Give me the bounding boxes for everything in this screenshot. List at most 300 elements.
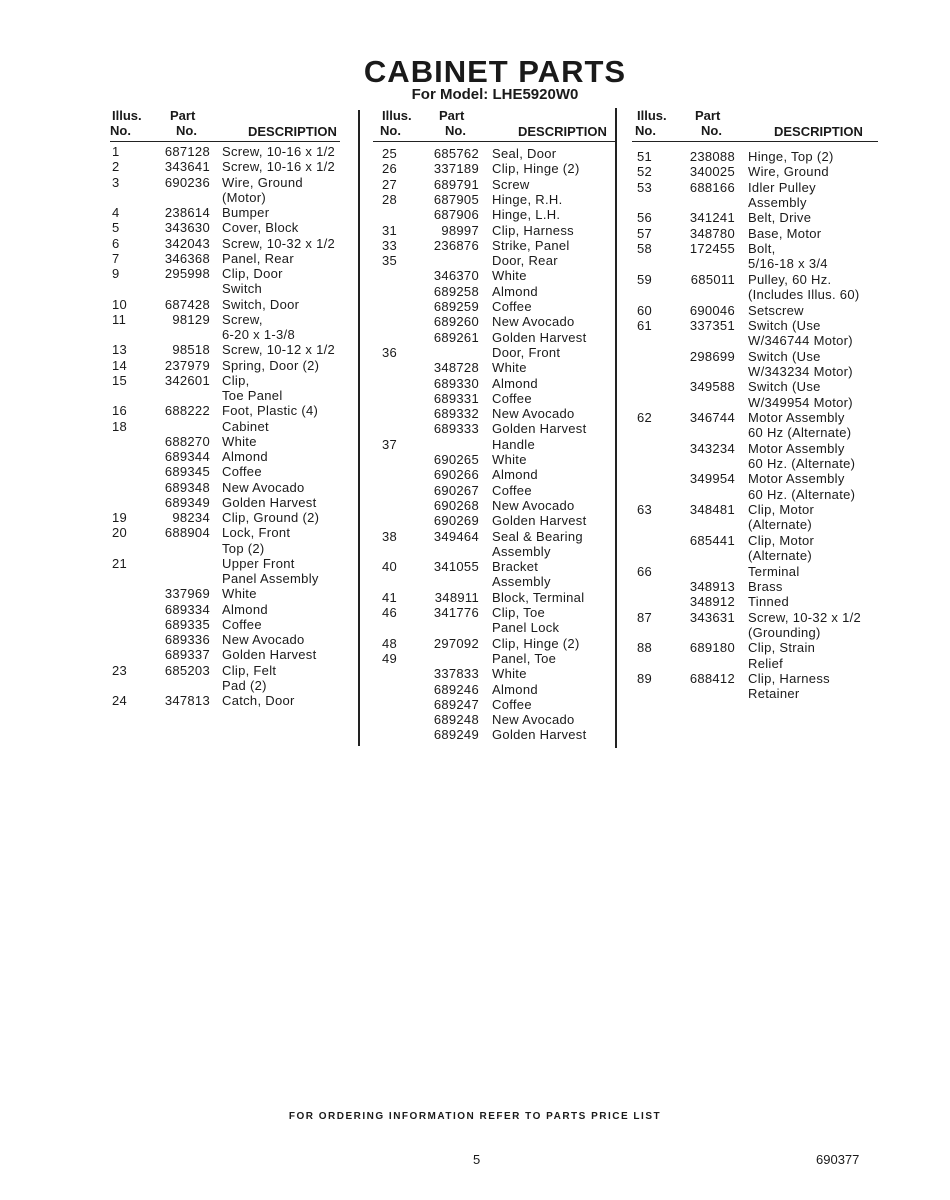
illus-number: 31 [382,222,398,238]
part-description: (Grounding) [748,624,821,640]
part-description: Almond [492,681,538,697]
illus-number: 9 [112,266,120,281]
part-number: 689349 [164,494,210,510]
part-description: Coffee [492,299,532,314]
part-number: 341055 [433,559,479,575]
part-description: Tinned [748,594,790,610]
part-description: Golden Harvest [492,329,587,345]
part-description: Catch, Door [222,693,295,708]
part-number: 689247 [433,696,479,712]
part-description: Seal & Bearing [492,528,583,544]
part-number: 688166 [689,179,735,195]
illus-number: 14 [112,357,128,373]
part-description: Hinge, L.H. [492,207,561,223]
illus-number: 36 [382,344,398,360]
part-description: Top (2) [222,540,265,556]
part-description: Block, Terminal [492,589,585,605]
part-number: 348911 [434,589,479,605]
part-number: 687128 [164,144,210,159]
part-number: 689331 [433,390,479,406]
part-description: Screw [492,176,530,192]
part-number: 688270 [164,433,210,449]
part-description: W/346744 Motor) [748,333,853,349]
illus-number: 66 [637,563,653,579]
part-description: New Avocado [492,314,575,330]
page-title: CABINET PARTS [363,54,627,89]
part-description: Screw, 10-32 x 1/2 [222,235,336,251]
part-description: Screw, [222,311,263,327]
illus-number: 61 [637,317,653,333]
header-part-no: No. [176,123,197,138]
header-illus-no: No. [635,123,656,138]
part-description: Idler Pulley [748,179,816,195]
illus-number: 15 [112,372,128,388]
header-illus-no: No. [380,123,401,138]
part-description: Coffee [492,390,532,406]
part-number: 689180 [689,640,735,656]
part-description: Switch (Use [748,348,821,364]
part-description: Base, Motor [748,225,822,241]
part-number: 337351 [689,317,735,333]
part-number: 337969 [164,586,210,602]
part-description: 60 Hz (Alternate) [748,425,852,441]
part-number: 685441 [689,532,735,548]
table-row [0,287,950,302]
part-number: 689249 [433,727,479,743]
illus-number: 4 [112,205,120,220]
table-row [0,241,950,256]
part-description: Brass [748,578,783,594]
part-number: 343641 [164,159,210,175]
part-description: Door, Rear [492,253,558,269]
part-number: 346370 [433,268,479,284]
part-description: Panel, Rear [222,250,294,266]
table-row [0,303,950,318]
part-number: 98234 [172,510,210,525]
part-description: Clip, Door [222,266,283,281]
header-illus-label: Illus. [637,108,667,123]
table-row [0,272,950,287]
table-row [0,579,950,594]
part-description: Assembly [492,543,551,559]
part-description: Assembly [492,574,551,590]
illus-number: 24 [112,693,128,708]
part-description: Golden Harvest [492,513,587,529]
illus-number: 38 [382,528,398,544]
part-description: White [492,452,527,467]
illus-number: 51 [637,149,653,164]
table-row [0,686,950,701]
part-description: Toe Panel [222,388,283,403]
part-description: (Includes Illus. 60) [748,287,860,303]
illus-number: 25 [382,146,398,161]
part-description: (Alternate) [748,517,812,533]
part-description: White [222,586,257,602]
part-description: Screw, 10-16 x 1/2 [222,159,336,175]
part-number: 348780 [689,225,735,241]
table-row [0,349,950,364]
part-number: 349464 [433,528,479,544]
part-description: Almond [222,601,268,617]
table-row [0,410,950,425]
part-description: Clip, Felt [222,662,277,678]
part-number: 238088 [689,149,735,164]
illus-number: 40 [382,559,398,575]
table-row [0,487,950,502]
illus-number: 11 [112,311,127,327]
part-description: Clip, Strain [748,640,816,656]
part-description: Coffee [492,696,532,712]
part-number: 348481 [689,502,735,518]
part-description: Switch (Use [748,379,821,395]
header-part-label: Part [695,108,721,123]
part-description: Clip, Ground (2) [222,510,320,525]
illus-number: 21 [112,555,128,571]
header-rule [110,141,340,142]
column-divider [615,108,617,748]
part-description: Bumper [222,205,270,220]
part-description: Golden Harvest [492,421,587,437]
part-description: Golden Harvest [222,647,317,663]
part-description: Switch [222,281,263,297]
part-description: Terminal [748,563,800,579]
part-number: 689791 [433,176,479,192]
part-description: Strike, Panel [492,237,570,253]
part-description: Clip, Toe [492,605,546,620]
illus-number: 19 [112,510,128,525]
table-row [0,210,950,225]
part-number: 295998 [164,266,210,281]
illus-number: 88 [637,640,653,656]
part-description: Almond [492,283,538,299]
column-divider [358,110,360,746]
part-number: 343630 [164,220,210,236]
part-number: 689248 [433,712,479,728]
part-number: 343631 [689,609,735,625]
table-row [0,425,950,440]
table-row [0,712,950,727]
part-description: Motor Assembly [748,440,845,456]
illus-number: 56 [637,210,653,226]
part-description: Setscrew [748,302,804,318]
part-number: 690265 [433,452,479,467]
part-number: 341776 [433,605,479,620]
part-description: 6-20 x 1-3/8 [222,327,295,342]
illus-number: 57 [637,225,653,241]
part-description: Screw, 10-12 x 1/2 [222,342,336,358]
part-description: Retainer [748,686,800,702]
part-number: 689258 [433,283,479,299]
part-number: 343234 [689,440,735,456]
table-row [0,195,950,210]
part-number: 342601 [164,372,210,388]
part-description: W/349954 Motor) [748,394,853,410]
part-description: New Avocado [222,632,305,647]
header-rule [632,141,878,142]
illus-number: 5 [112,220,120,236]
part-description: Clip, [222,372,250,388]
part-number: 98997 [441,222,479,238]
illus-number: 6 [112,235,120,251]
illus-number: 37 [382,436,398,452]
part-description: Cover, Block [222,220,299,236]
part-description: Hinge, R.H. [492,191,563,207]
part-number: 237979 [164,357,210,373]
page-number: 5 [473,1152,481,1167]
illus-number: 87 [637,609,653,625]
illus-number: 18 [112,418,128,434]
part-description: 60 Hz. (Alternate) [748,486,856,502]
part-description: (Motor) [222,189,266,205]
part-description: Golden Harvest [222,494,317,510]
part-description: White [222,433,257,449]
part-number: 348728 [433,360,479,376]
part-description: Wire, Ground [748,164,829,180]
part-number: 690236 [164,174,210,190]
part-description: Motor Assembly [748,471,845,487]
part-number: 347813 [164,693,210,708]
illus-number: 60 [637,302,653,318]
part-number: 689260 [433,314,479,330]
part-description: Panel, Toe [492,650,557,666]
part-description: Clip, Harness [748,670,830,686]
table-row [0,564,950,579]
part-number: 689348 [164,479,210,495]
part-number: 689337 [164,647,210,663]
table-row [0,364,950,379]
part-description: Hinge, Top (2) [748,149,834,164]
part-number: 298699 [689,348,735,364]
part-description: Cabinet [222,418,269,434]
header-illus-no: No. [110,123,131,138]
part-description: Clip, Harness [492,222,574,238]
part-number: 346744 [689,409,735,425]
table-row [0,456,950,471]
part-number: 687905 [433,191,479,207]
part-number: 690267 [433,482,479,498]
table-row [0,149,950,164]
illus-number: 48 [382,635,398,651]
part-number: 172455 [689,241,735,257]
part-number: 690266 [433,467,479,483]
part-description: Golden Harvest [492,727,587,743]
part-number: 689333 [433,421,479,437]
part-number: 341241 [689,210,735,226]
header-description: DESCRIPTION [518,124,607,139]
part-number: 687428 [164,296,210,312]
header-illus-label: Illus. [112,108,142,123]
illus-number: 7 [112,250,120,266]
table-row [0,610,950,625]
header-part-no: No. [701,123,722,138]
illus-number: 28 [382,191,398,207]
part-description: Relief [748,655,784,671]
part-description: Switch (Use [748,317,821,333]
part-number: 690268 [433,497,479,513]
table-row [0,441,950,456]
part-description: Almond [492,375,538,391]
header-description: DESCRIPTION [248,124,337,139]
part-number: 689336 [164,632,210,647]
part-number: 236876 [433,237,479,253]
illus-number: 49 [382,650,398,666]
part-description: Bracket [492,559,539,575]
part-number: 689335 [164,616,210,632]
part-description: White [492,360,527,376]
table-row [0,671,950,686]
part-description: W/343234 Motor) [748,363,853,379]
part-description: Lock, Front [222,525,291,541]
part-number: 688222 [164,403,210,419]
illus-number: 63 [637,502,653,518]
part-description: Coffee [222,464,262,480]
table-row [0,164,950,179]
part-description: New Avocado [492,406,575,422]
table-row [0,533,950,548]
table-row [0,594,950,609]
table-row [0,727,950,742]
header-illus-label: Illus. [382,108,412,123]
table-row [0,656,950,671]
part-description: Bolt, [748,241,776,257]
table-row [0,226,950,241]
part-description: Upper Front [222,555,295,571]
illus-number: 13 [112,342,128,358]
table-row [0,318,950,333]
part-description: New Avocado [222,479,305,495]
part-description: Clip, Motor [748,532,815,548]
part-description: Screw, 10-16 x 1/2 [222,144,336,159]
document-number: 690377 [816,1152,860,1167]
illus-number: 59 [637,271,653,287]
part-description: Pulley, 60 Hz. [748,271,832,287]
part-description: Clip, Hinge (2) [492,161,580,177]
part-number: 685762 [433,146,479,161]
part-description: 60 Hz. (Alternate) [748,456,856,471]
illus-number: 53 [637,179,653,195]
part-number: 342043 [164,235,210,251]
illus-number: 20 [112,525,128,541]
table-row [0,256,950,271]
table-row [0,180,950,195]
part-description: Switch, Door [222,296,300,312]
part-number: 337189 [433,161,479,177]
part-number: 346368 [164,250,210,266]
part-number: 348912 [689,594,735,610]
part-description: Coffee [222,616,262,632]
part-number: 349954 [689,471,735,487]
illus-number: 23 [112,662,128,678]
part-number: 337833 [433,666,479,682]
table-row [0,395,950,410]
part-number: 689345 [164,464,210,480]
part-number: 689344 [164,449,210,464]
illus-number: 62 [637,409,653,425]
part-description: Belt, Drive [748,210,812,226]
part-description: Wire, Ground [222,174,303,190]
part-number: 238614 [164,205,210,220]
part-number: 685203 [164,662,210,678]
part-number: 690269 [433,513,479,529]
part-description: Spring, Door (2) [222,357,320,373]
part-description: Almond [492,467,538,483]
illus-number: 35 [382,253,398,269]
part-description: Door, Front [492,344,561,360]
part-number: 689246 [433,681,479,697]
part-description: Coffee [492,482,532,498]
illus-number: 3 [112,174,120,190]
part-description: Handle [492,436,535,452]
part-description: Seal, Door [492,146,557,161]
part-description: Almond [222,449,268,464]
part-description: Pad (2) [222,677,267,693]
part-description: 5/16-18 x 3/4 [748,256,828,272]
header-description: DESCRIPTION [774,124,863,139]
header-part-no: No. [445,123,466,138]
part-description: (Alternate) [748,548,812,564]
illus-number: 58 [637,241,653,257]
part-description: Assembly [748,195,807,211]
part-number: 688904 [164,525,210,541]
part-description: Motor Assembly [748,409,845,425]
part-number: 297092 [433,635,479,651]
part-number: 98129 [172,311,210,327]
illus-number: 89 [637,670,653,686]
part-number: 689261 [433,329,479,345]
part-description: Clip, Motor [748,502,815,518]
part-description: White [492,268,527,284]
part-number: 690046 [689,302,735,318]
part-description: White [492,666,527,682]
illus-number: 27 [382,176,398,192]
illus-number: 2 [112,159,120,175]
illus-number: 52 [637,164,653,180]
part-number: 689332 [433,406,479,422]
part-number: 349588 [689,379,735,395]
illus-number: 10 [112,296,128,312]
table-row [0,625,950,640]
header-rule [373,141,615,142]
table-row [0,640,950,655]
part-number: 687906 [433,207,479,223]
table-row [0,333,950,348]
illus-number: 46 [382,605,398,620]
illus-number: 26 [382,161,398,177]
part-number: 688412 [689,670,735,686]
table-row [0,517,950,532]
model-subtitle: For Model: LHE5920W0 [411,86,579,103]
part-description: Panel Lock [492,620,560,636]
table-row [0,548,950,563]
ordering-footer: FOR ORDERING INFORMATION REFER TO PARTS PRICE LIST [288,1111,662,1122]
header-part-label: Part [439,108,465,123]
illus-number: 1 [112,144,120,159]
part-number: 689334 [164,601,210,617]
part-number: 685011 [690,271,735,287]
illus-number: 41 [382,589,398,605]
part-number: 98518 [172,342,210,358]
part-description: New Avocado [492,497,575,513]
part-description: Panel Assembly [222,571,319,586]
illus-number: 16 [112,403,128,419]
table-row [0,471,950,486]
table-row [0,379,950,394]
part-description: Foot, Plastic (4) [222,403,319,419]
illus-number: 33 [382,237,398,253]
part-number: 340025 [689,164,735,180]
table-row [0,502,950,517]
header-part-label: Part [170,108,196,123]
